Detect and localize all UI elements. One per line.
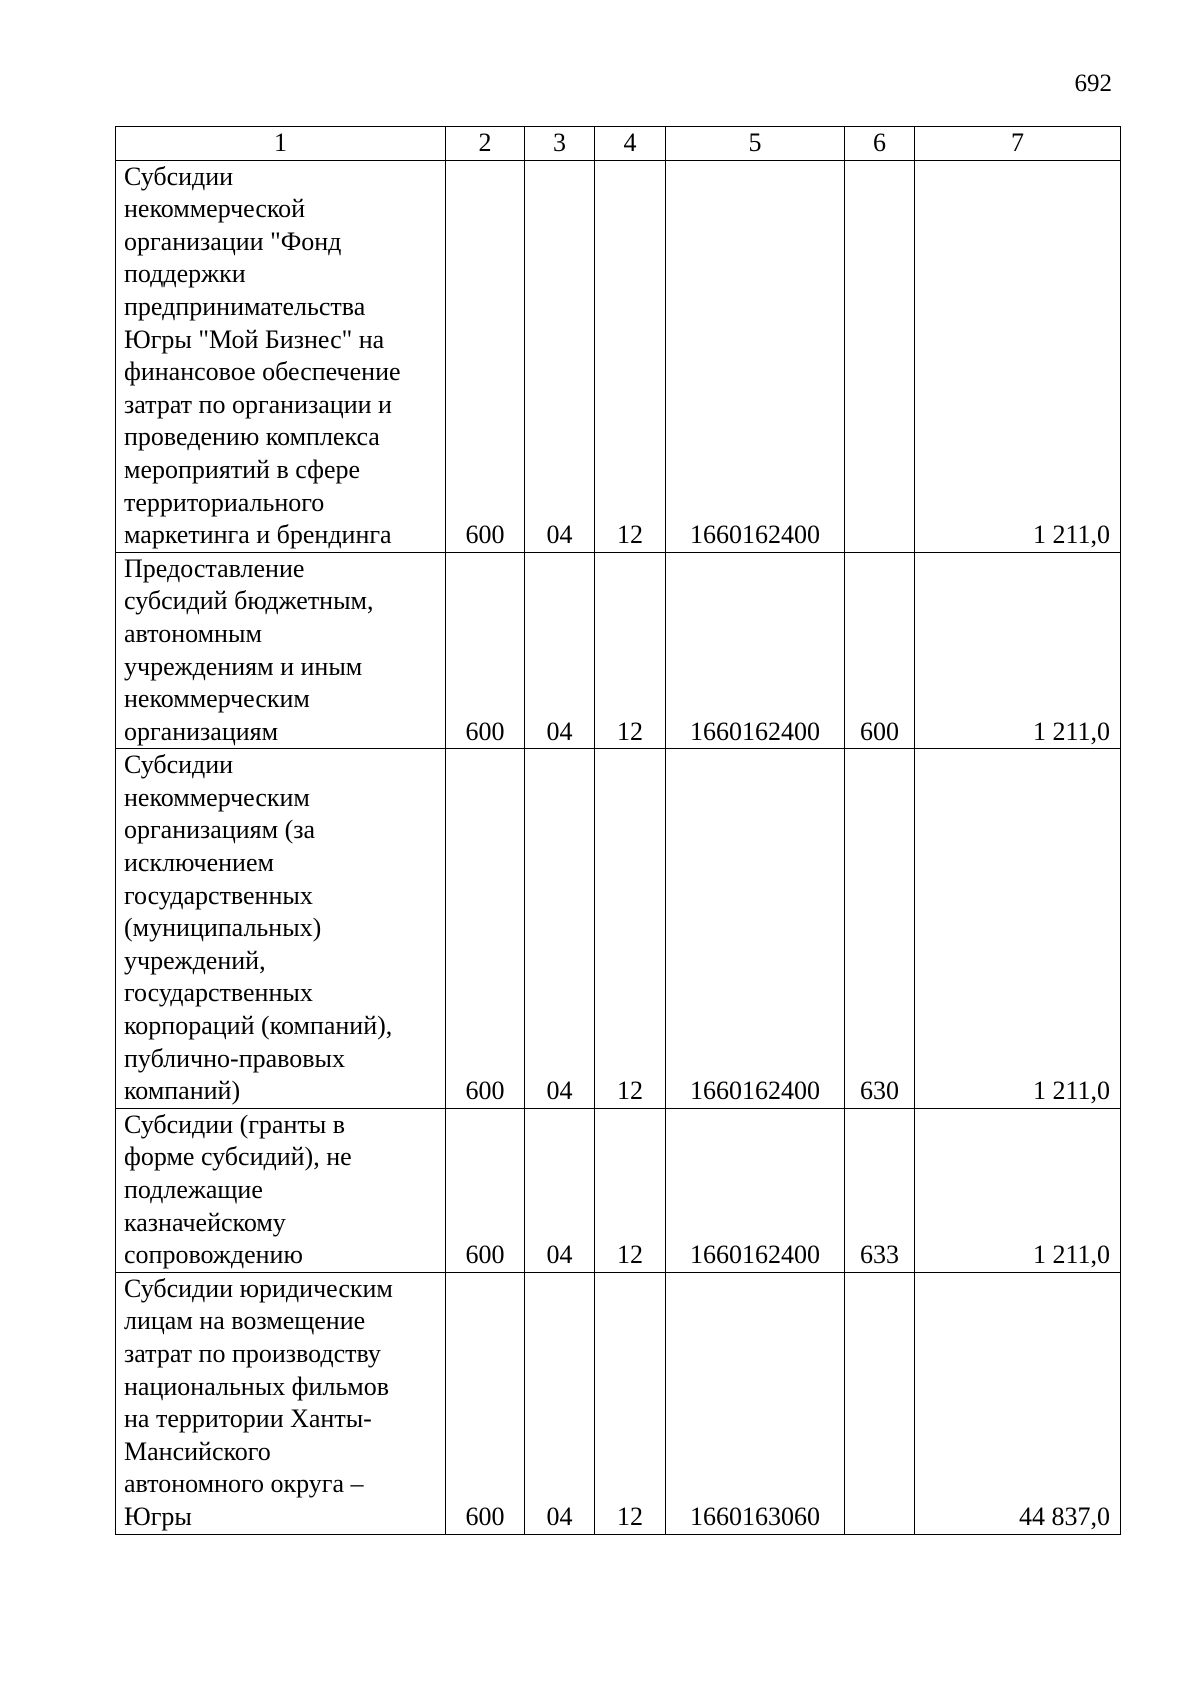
budget-table — [115, 126, 1121, 1535]
row-name-cell — [116, 1272, 446, 1534]
table-row — [116, 552, 1121, 749]
row-cell-col3: 04 — [525, 552, 595, 749]
table-row — [116, 1272, 1121, 1534]
table-row — [116, 1108, 1121, 1272]
column-header: 6 — [845, 127, 915, 161]
row-cell-col4: 12 — [595, 552, 666, 749]
page-number: 692 — [1074, 70, 1112, 97]
table-row — [116, 160, 1121, 552]
column-header: 4 — [595, 127, 666, 161]
row-cell-col5: 1660162400 — [666, 160, 845, 552]
row-cell-col6: 630 — [845, 749, 915, 1109]
column-header: 1 — [116, 127, 446, 161]
row-name-cell — [116, 749, 446, 1109]
row-cell-amount: 1 211,0 — [915, 1108, 1121, 1272]
row-name-cell — [116, 160, 446, 552]
table-header-row — [116, 127, 1121, 161]
row-cell-col4: 12 — [595, 1108, 666, 1272]
row-cell-amount: 44 837,0 — [915, 1272, 1121, 1534]
row-name: Субсидии некоммерческим организациям (за исключением государственных (муниципальных) учреждений, государственных корпораций (компаний), публично-правовых компаний) — [124, 750, 393, 1106]
row-cell-amount: 1 211,0 — [915, 160, 1121, 552]
row-name-cell — [116, 552, 446, 749]
row-cell-col2: 600 — [446, 749, 525, 1109]
row-cell-col5: 1660163060 — [666, 1272, 845, 1534]
row-name: Предоставление субсидий бюджетным, автономным учреждениям и иным некоммерческим организациям — [124, 553, 374, 746]
table-row — [116, 749, 1121, 1109]
column-header: 5 — [666, 127, 845, 161]
row-cell-col4: 12 — [595, 160, 666, 552]
row-cell-col6 — [845, 160, 915, 552]
row-cell-col2: 600 — [446, 160, 525, 552]
row-cell-col2: 600 — [446, 552, 525, 749]
row-cell-col3: 04 — [525, 1272, 595, 1534]
row-name-cell — [116, 1108, 446, 1272]
column-header: 2 — [446, 127, 525, 161]
row-cell-col5: 1660162400 — [666, 1108, 845, 1272]
row-name: Субсидии (гранты в форме субсидий), не подлежащие казначейскому сопровождению — [124, 1109, 352, 1270]
row-cell-col3: 04 — [525, 749, 595, 1109]
row-cell-col2: 600 — [446, 1108, 525, 1272]
row-cell-col6 — [845, 1272, 915, 1534]
row-cell-col4: 12 — [595, 1272, 666, 1534]
row-cell-col6: 633 — [845, 1108, 915, 1272]
column-header: 7 — [915, 127, 1121, 161]
row-cell-col3: 04 — [525, 1108, 595, 1272]
row-cell-col2: 600 — [446, 1272, 525, 1534]
row-cell-col3: 04 — [525, 160, 595, 552]
row-name: Субсидии некоммерческой организации "Фонд поддержки предпринимательства Югры "Мой Бизнес" на финансовое обеспечение затрат по организации и проведению комплекса мероприятий в сфере территориального маркетинга и брендинга — [124, 161, 401, 550]
row-cell-amount: 1 211,0 — [915, 552, 1121, 749]
row-cell-col5: 1660162400 — [666, 552, 845, 749]
row-cell-col6: 600 — [845, 552, 915, 749]
row-cell-amount: 1 211,0 — [915, 749, 1121, 1109]
row-cell-col4: 12 — [595, 749, 666, 1109]
row-name: Субсидии юридическим лицам на возмещение затрат по производству национальных фильмов на территории Ханты- Мансийского автономного округа – Югры — [124, 1273, 393, 1531]
column-header: 3 — [525, 127, 595, 161]
row-cell-col5: 1660162400 — [666, 749, 845, 1109]
